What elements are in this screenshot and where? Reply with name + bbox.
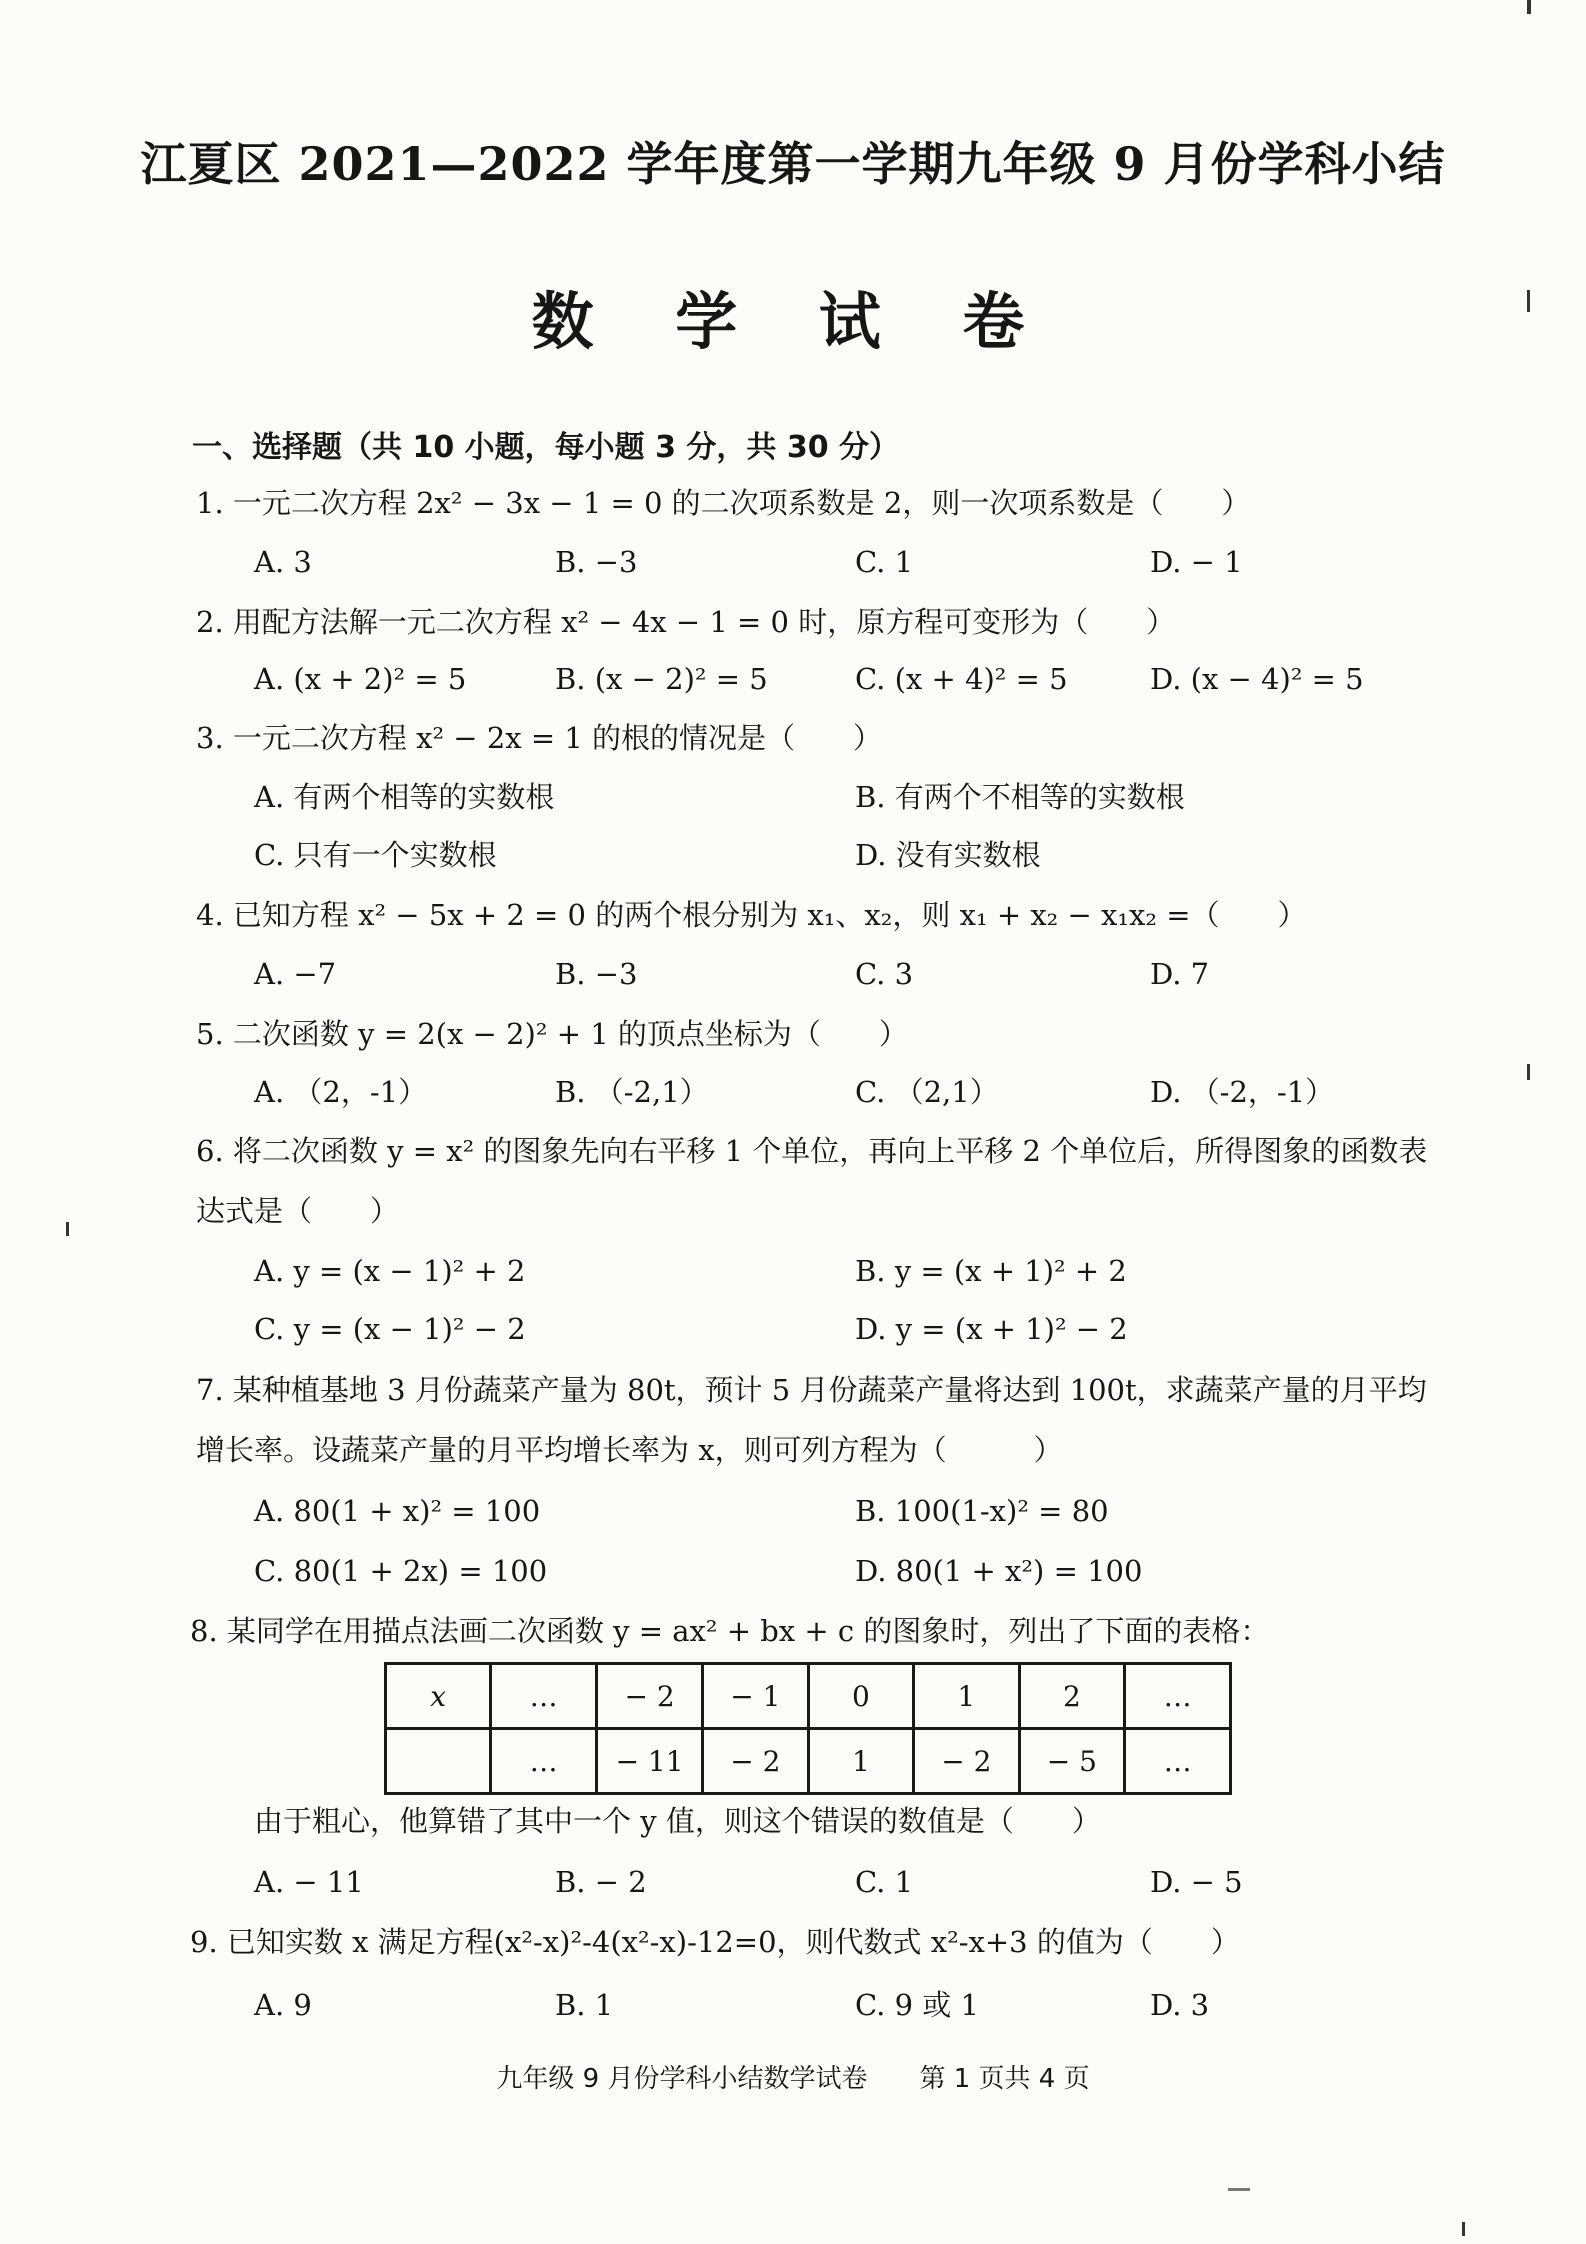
section-title: 一、选择题（共 10 小题，每小题 3 分，共 30 分） [192,430,900,465]
table-cell: − 11 [597,1729,703,1794]
question-5-option-c: C. （2,1） [855,1075,999,1109]
question-7-option-d: D. 80(1 + x²) = 100 [855,1554,1143,1588]
question-5-option-b: B. （-2,1） [555,1075,709,1109]
question-3-option-d: D. 没有实数根 [855,838,1041,872]
question-6-option-c: C. y = (x − 1)² − 2 [254,1312,526,1346]
question-8-option-a: A. − 11 [254,1865,364,1899]
question-6-option-d: D. y = (x + 1)² − 2 [855,1312,1128,1346]
question-9-option-c: C. 9 或 1 [855,1988,979,2022]
table-cell: 0 [808,1664,913,1729]
question-8-option-d: D. − 5 [1150,1865,1243,1899]
question-2-option-b: B. (x − 2)² = 5 [555,662,768,696]
table-cell: − 1 [703,1664,809,1729]
question-3-option-b: B. 有两个不相等的实数根 [855,780,1185,814]
table-cell: x [386,1664,491,1729]
table-cell: − 5 [1019,1729,1125,1794]
table-cell: 2 [1019,1664,1125,1729]
question-7-option-a: A. 80(1 + x)² = 100 [254,1494,541,1528]
question-8-option-b: B. − 2 [555,1865,647,1899]
table-row [386,1664,1231,1729]
question-2-option-a: A. (x + 2)² = 5 [254,662,467,696]
scan-mark [1228,2188,1250,2191]
scan-mark [1527,1064,1530,1080]
question-9-stem: 9. 已知实数 x 满足方程(x²-x)²-4(x²-x)-12=0，则代数式 x²-x+3 的值为（ ） [190,1925,1240,1959]
page-footer: 九年级 9 月份学科小结数学试卷 第 1 页共 4 页 [496,2064,1090,2094]
scan-mark [1527,290,1530,312]
question-1-option-c: C. 1 [855,545,914,579]
question-5-stem: 5. 二次函数 y = 2(x − 2)² + 1 的顶点坐标为（ ） [196,1017,908,1051]
exam-header-title: 江夏区 2021—2022 学年度第一学期九年级 9 月份学科小结 [140,137,1446,191]
question-1-option-a: A. 3 [254,545,312,579]
question-6-option-a: A. y = (x − 1)² + 2 [254,1254,526,1288]
table-row [386,1729,1231,1794]
question-1-stem: 1. 一元二次方程 2x² − 3x − 1 = 0 的二次项系数是 2，则一次项系数是（ ） [196,486,1251,520]
question-4-option-d: D. 7 [1150,957,1210,991]
question-6-option-b: B. y = (x + 1)² + 2 [855,1254,1127,1288]
question-4-option-c: C. 3 [855,957,914,991]
question-4-stem: 4. 已知方程 x² − 5x + 2 = 0 的两个根分别为 x₁、x₂，则 x₁ + x₂ − x₁x₂ =（ ） [196,898,1307,932]
question-9-option-d: D. 3 [1150,1988,1210,2022]
value-table [384,1662,1232,1795]
table-cell: − 2 [597,1664,703,1729]
question-8-followup: 由于粗心，他算错了其中一个 y 值，则这个错误的数值是（ ） [254,1804,1101,1838]
question-6-stem: 6. 将二次函数 y = x² 的图象先向右平移 1 个单位，再向上平移 2 个单位后，所得图象的函数表达式是（ ） [196,1134,1428,1228]
scan-mark [66,1222,69,1236]
table-cell: … [1125,1729,1231,1794]
table-cell: … [491,1729,597,1794]
question-9-option-a: A. 9 [254,1988,312,2022]
question-1-option-d: D. − 1 [1150,545,1243,579]
question-2-option-c: C. (x + 4)² = 5 [855,662,1068,696]
question-7-option-c: C. 80(1 + 2x) = 100 [254,1554,548,1588]
question-3-option-a: A. 有两个相等的实数根 [254,780,555,814]
question-3-option-c: C. 只有一个实数根 [254,838,497,872]
exam-subject-title: 数 学 试 卷 [531,285,1055,358]
scan-mark [1462,2222,1465,2236]
question-4-option-a: A. −7 [254,957,337,991]
table-cell: 1 [808,1729,913,1794]
question-7-stem: 7. 某种植基地 3 月份蔬菜产量为 80t，预计 5 月份蔬菜产量将达到 100t，求蔬菜产量的月平均增长率。设蔬菜产量的月平均增长率为 x，则可列方程为（ ） [196,1373,1427,1467]
question-9-option-b: B. 1 [555,1988,614,2022]
question-5-option-a: A. （2，-1） [254,1075,428,1109]
table-cell [386,1729,491,1794]
question-1-option-b: B. −3 [555,545,638,579]
question-7-option-b: B. 100(1-x)² = 80 [855,1494,1109,1528]
question-4-option-b: B. −3 [555,957,638,991]
question-3-stem: 3. 一元二次方程 x² − 2x = 1 的根的情况是（ ） [196,721,883,755]
question-8-option-c: C. 1 [855,1865,914,1899]
table-cell: … [1125,1664,1231,1729]
table-cell: … [491,1664,597,1729]
table-cell: 1 [914,1664,1020,1729]
table-cell: − 2 [703,1729,809,1794]
scan-mark [1527,0,1531,14]
question-8-stem: 8. 某同学在用描点法画二次函数 y = ax² + bx + c 的图象时，列出了下面的表格： [190,1614,1270,1648]
table-cell: − 2 [914,1729,1020,1794]
question-2-stem: 2. 用配方法解一元二次方程 x² − 4x − 1 = 0 时，原方程可变形为（ ） [196,605,1176,639]
question-5-option-d: D. （-2，-1） [1150,1075,1335,1109]
question-2-option-d: D. (x − 4)² = 5 [1150,662,1364,696]
